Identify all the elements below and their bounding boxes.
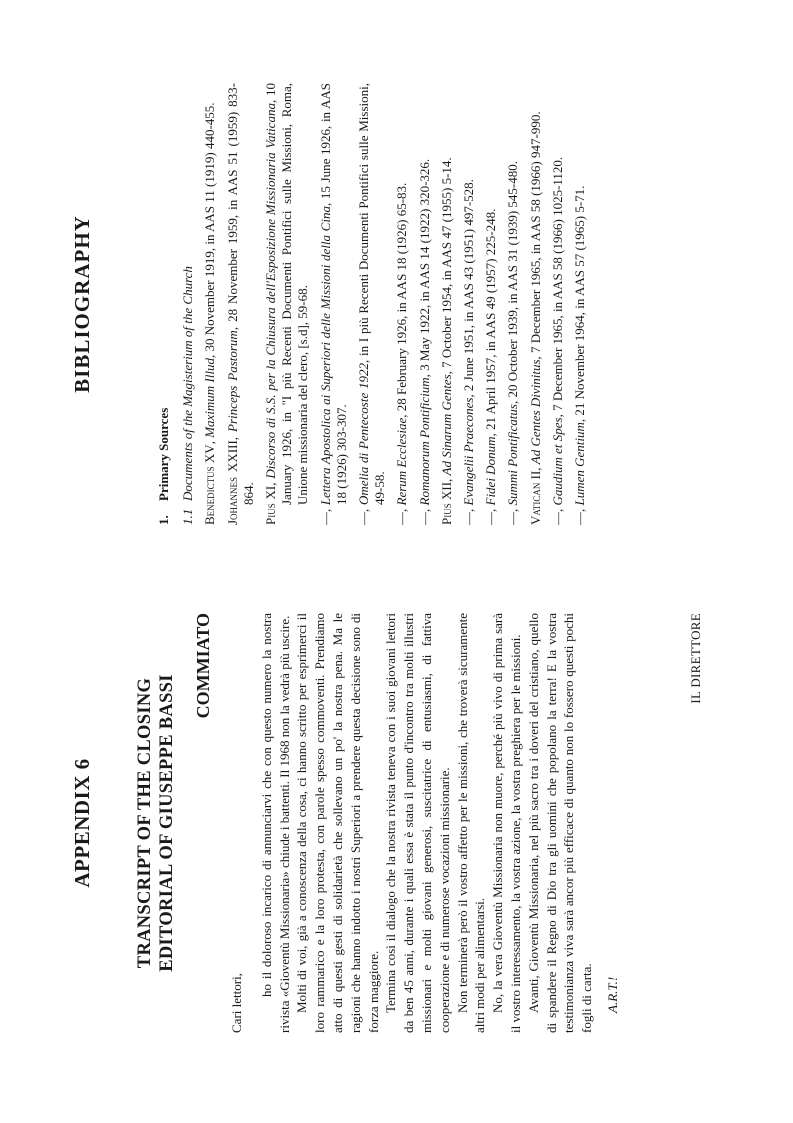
bibliography-entry: —, Fidei Donum, 21 April 1957, in AAS 49 (1957) 225-248. bbox=[483, 208, 499, 525]
bibliography-entries bbox=[202, 83, 588, 525]
entry-author: — bbox=[483, 512, 499, 525]
bibliography-entry: —, Omelia di Pentecoste 1922, in I più Recenti Documenti Pontifici sulle Missioni, 49-58. bbox=[356, 83, 388, 525]
entry-work: Gaudium et Spes bbox=[549, 417, 565, 506]
editorial-letter bbox=[228, 613, 622, 1033]
entry-details: , 28 November 1959, in AAS 51 (1959) 833-864. bbox=[224, 83, 256, 505]
appendix-page bbox=[0, 613, 793, 1033]
entry-author: — bbox=[461, 512, 477, 525]
entry-work: Rerum Ecclesiae bbox=[394, 417, 410, 506]
letter-paragraph: Avanti, Gioventù Missionaria, nel più sacro tra i doveri del cristiano, quello di spandere il Regno di Dio tra gli uomini che popolano la terra! E la vostra testimonianza viva sarà ancor più efficace di quanto non lo fossero questi pochi fogli di carta. bbox=[525, 613, 595, 1033]
subsection-number: 1.1 bbox=[180, 508, 196, 525]
section-title: Primary Sources bbox=[156, 407, 171, 501]
entry-details: , 7 December 1965, in AAS 58 (1966) 1025-1120. bbox=[549, 156, 565, 418]
entry-work: Evangelii Praecones bbox=[461, 397, 477, 506]
entry-work: Discorso di S.S. per la Chiusura dell'Esposizione Missionaria Vaticana bbox=[263, 103, 279, 479]
entry-author: — bbox=[572, 512, 588, 525]
section-heading bbox=[156, 83, 172, 525]
letter-paragraph: No, la vera Gioventù Missionaria non muore, perché più vivo di prima sarà il vostro interessamento, la vostra azione, la vostra preghiera per le missioni. bbox=[490, 613, 523, 1033]
entry-details: , 7 December 1965, in AAS 58 (1966) 947-990. bbox=[527, 111, 543, 360]
entry-author: Johannes XXIII bbox=[224, 440, 240, 525]
entry-details: , 28 February 1926, in AAS 18 (1926) 65-83. bbox=[394, 182, 410, 418]
subsection-title: Documents of the Magisterium of the Church bbox=[180, 266, 196, 501]
bibliography-entry: —, Rerum Ecclesiae, 28 February 1926, in AAS 18 (1926) 65-83. bbox=[394, 182, 410, 525]
appendix-title-line-1: TRANSCRIPT OF THE CLOSING bbox=[135, 677, 155, 969]
entry-work: Lumen Gentium bbox=[572, 422, 588, 506]
entry-work: Princeps Pastorum bbox=[224, 330, 240, 432]
bibliography-entry: Pius XII, Ad Sinarum Gentes, 7 October 1954, in AAS 47 (1955) 5-14. bbox=[438, 157, 454, 525]
bibliography-title: BIBLIOGRAPHY bbox=[70, 215, 94, 393]
entry-author: Pius XII bbox=[438, 481, 454, 525]
entry-author: — bbox=[416, 512, 432, 525]
entry-author: Benedictus XV bbox=[202, 444, 218, 525]
bibliography-entry: Vatican II, Ad Gentes Divinitus, 7 December 1965, in AAS 58 (1966) 947-990. bbox=[527, 111, 543, 525]
appendix-number: APPENDIX 6 bbox=[70, 758, 94, 888]
entry-author: — bbox=[317, 512, 333, 525]
letter-signature: IL DIRETTORE bbox=[688, 613, 703, 704]
bibliography-page bbox=[0, 83, 793, 525]
entry-author: Vatican II bbox=[527, 470, 543, 525]
entry-work: Lettera Apostolica ai Superiori delle Missioni della Cina bbox=[317, 206, 333, 506]
entry-author: — bbox=[549, 512, 565, 525]
entry-work: Fidei Donum bbox=[483, 436, 499, 506]
entry-details: , 30 November 1919, in AAS 11 (1919) 440-455. bbox=[202, 102, 218, 358]
appendix-title bbox=[134, 613, 178, 1033]
entry-author: — bbox=[394, 512, 410, 525]
bibliography-entry: —, Evangelii Praecones, 2 June 1951, in AAS 43 (1951) 497-528. bbox=[461, 179, 477, 525]
entry-work: Omelia di Pentecoste 1922 bbox=[356, 363, 372, 505]
entry-details: , 15 June 1926, in AAS 18 (1926) 303-307. bbox=[317, 83, 349, 505]
bibliography-entry: —, Gaudium et Spes, 7 December 1965, in AAS 58 (1966) 1025-1120. bbox=[549, 156, 565, 525]
entry-details: , 3 May 1922, in AAS 14 (1922) 320-326. bbox=[416, 158, 432, 378]
bibliography-entry: —, Summi Pontificatus, 20 October 1939, in AAS 31 (1939) 545-480. bbox=[505, 161, 521, 525]
bibliography-list bbox=[156, 83, 594, 525]
bibliography-entry: —, Lumen Gentium, 21 November 1964, in AAS 57 (1965) 5-71. bbox=[572, 185, 588, 525]
section-number: 1. bbox=[156, 515, 171, 525]
appendix-title-line-2: EDITORIAL OF GIUSEPPE BASSI bbox=[157, 674, 177, 972]
entry-work: Romanorum Pontificium bbox=[416, 377, 432, 506]
entry-work: Ad Sinarum Gentes bbox=[438, 374, 454, 476]
bibliography-entry: —, Lettera Apostolica ai Superiori delle Missioni della Cina, 15 June 1926, in AAS 18 (1926) 303-307. bbox=[317, 83, 349, 525]
letter-paragraph: ho il doloroso incarico di annunciarvi che con questo numero la nostra rivista «Gioventù Missionaria» chiude i battenti. Il 1968 non la vedrà più uscire. bbox=[258, 613, 292, 1033]
entry-details: , 21 April 1957, in AAS 49 (1957) 225-248. bbox=[483, 208, 499, 437]
subsection-heading bbox=[180, 83, 196, 525]
bibliography-entry: Pius XI, Discorso di S.S. per la Chiusura dell'Esposizione Missionaria Vaticana, 10 January 1926, in "I più Recenti Documenti Pontifici sulle Missioni, Roma, Unione missionaria del clero, [s.d], 59-68. bbox=[263, 82, 311, 525]
entry-details: , 10 January 1926, in "I più Recenti Documenti Pontifici sulle Missioni, Roma, Unione missionaria del clero, [s.d], 59-68. bbox=[263, 82, 311, 505]
letter-salutation: Cari lettori, bbox=[229, 973, 244, 1033]
entry-work: Summi Pontificatus bbox=[505, 404, 521, 506]
entry-work: Ad Gentes Divinitus bbox=[527, 359, 543, 465]
entry-work: Maximum Illud bbox=[202, 358, 218, 438]
entry-details: , 20 October 1939, in AAS 31 (1939) 545-480. bbox=[505, 161, 521, 405]
entry-details: , 2 June 1951, in AAS 43 (1951) 497-528. bbox=[461, 179, 477, 398]
entry-details: , 21 November 1964, in AAS 57 (1965) 5-71. bbox=[572, 185, 588, 423]
bibliography-entry: —, Romanorum Pontificium, 3 May 1922, in AAS 14 (1922) 320-326. bbox=[416, 158, 432, 525]
entry-details: , in I più Recenti Documenti Pontifici sulle Missioni, 49-58. bbox=[356, 83, 388, 505]
entry-author: — bbox=[505, 512, 521, 525]
letter-initials: A.R.T.! bbox=[604, 976, 620, 1013]
letter-paragraph: Termina così il dialogo che la nostra rivista teneva con i suoi giovani lettori da ben 45 anni, durante i quali essa è stata il punto d'incontro tra molti illustri missionari e molti giovani generosi, suscitatrice di entusiasmi, di fattiva cooperazione e di numerose vocazioni missionarie. bbox=[383, 613, 452, 1033]
bibliography-entry: Johannes XXIII, Princeps Pastorum, 28 November 1959, in AAS 51 (1959) 833-864. bbox=[224, 83, 256, 525]
bibliography-entry: Benedictus XV, Maximum Illud, 30 November 1919, in AAS 11 (1919) 440-455. bbox=[202, 102, 218, 525]
entry-author: Pius XI bbox=[263, 485, 279, 525]
letter-paragraph: Non terminerà però il vostro affetto per le missioni, che troverà sicuramente altri modi per alimentarsi. bbox=[454, 613, 488, 1033]
entry-details: , 7 October 1954, in AAS 47 (1955) 5-14. bbox=[438, 157, 454, 375]
entry-author: — bbox=[356, 512, 372, 525]
letter-paragraph: Molti di voi, già a conoscenza della cosa, ci hanno scritto per esprimerci il loro rammarico e la loro protesta, con parole spesso commoventi. Prendiamo atto di questi gesti di solidarietà che sollevano un po' la nostra pena. Ma le ragioni che hanno indotto i nostri Superiori a prendere questa decisione sono di forza maggiore. bbox=[294, 613, 381, 1033]
editorial-heading: COMMIATO bbox=[193, 613, 213, 719]
